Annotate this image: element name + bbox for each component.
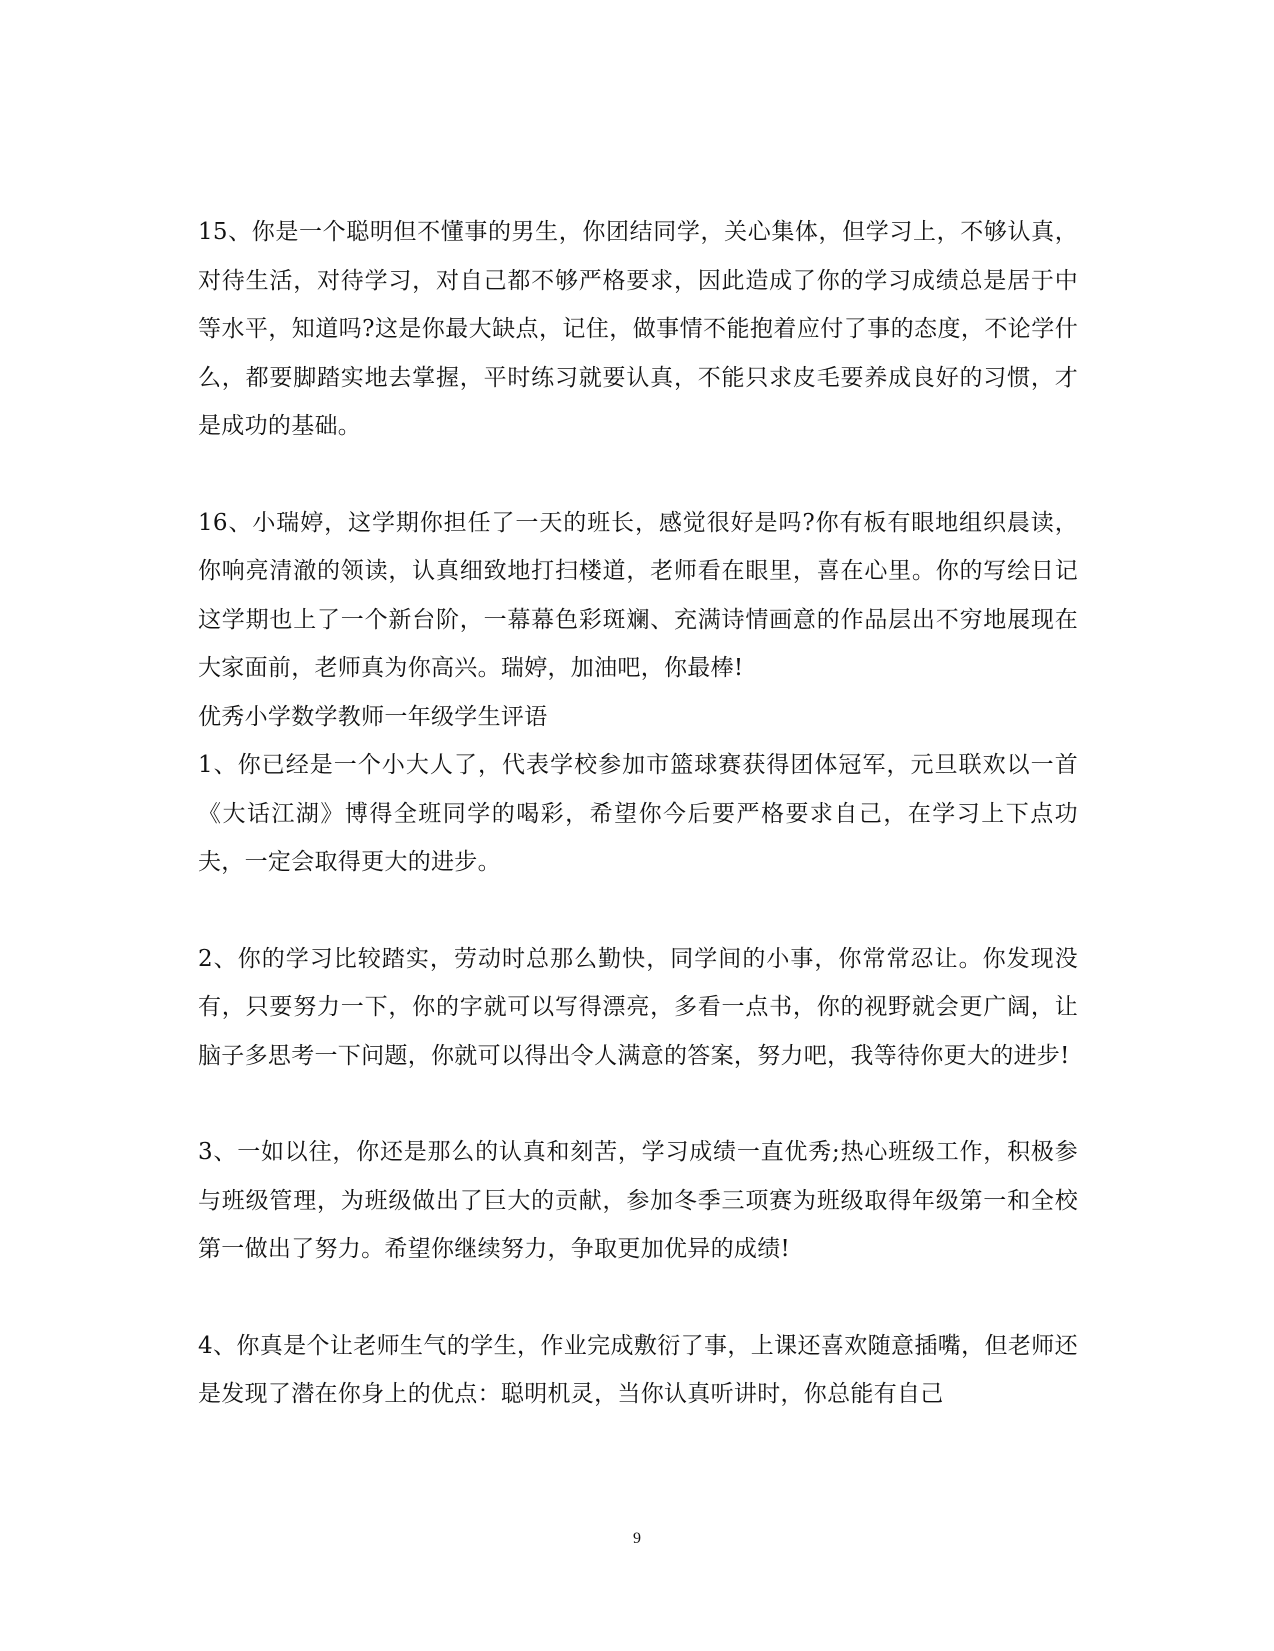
paragraph-15: 15、你是一个聪明但不懂事的男生，你团结同学，关心集体，但学习上，不够认真，对待生活，对待学习，对自己都不够严格要求，因此造成了你的学习成绩总是居于中等水平，知道吗?这是你最大缺点，记住，做事情不能抱着应付了事的态度，不论学什么，都要脚踏实地去掌握，平时练习就要认真，不能只求皮毛要养成良好的习惯，才是成功的基础。 (198, 219, 1078, 439)
paragraph-4: 4、你真是个让老师生气的学生，作业完成敷衍了事，上课还喜欢随意插嘴，但老师还是发现了潜在你身上的优点：聪明机灵，当你认真听讲时，你总能有自己 (198, 1332, 1078, 1407)
paragraph-2: 2、你的学习比较踏实，劳动时总那么勤快，同学间的小事，你常常忍让。你发现没有，只要努力一下，你的字就可以写得漂亮，多看一点书，你的视野就会更广阔，让脑子多思考一下问题，你就可以得出令人满意的答案，努力吧，我等待你更大的进步! (198, 945, 1078, 1069)
paragraph-16: 16、小瑞婷，这学期你担任了一天的班长，感觉很好是吗?你有板有眼地组织晨读，你响亮清澈的领读，认真细致地打扫楼道，老师看在眼里，喜在心里。你的写绘日记这学期也上了一个新台阶，一幕幕色彩斑斓、充满诗情画意的作品层出不穷地展现在大家面前，老师真为你高兴。瑞婷，加油吧，你最棒! (198, 509, 1078, 681)
page-number: 9 (633, 1530, 641, 1547)
section-heading: 优秀小学数学教师一年级学生评语 (198, 703, 548, 730)
paragraph-1: 1、你已经是一个小大人了，代表学校参加市篮球赛获得团体冠军，元旦联欢以一首《大话江湖》博得全班同学的喝彩，希望你今后要严格要求自己，在学习上下点功夫，一定会取得更大的进步。 (198, 752, 1078, 875)
paragraph-3: 3、一如以往，你还是那么的认真和刻苦，学习成绩一直优秀;热心班级工作，积极参与班级管理，为班级做出了巨大的贡献，参加冬季三项赛为班级取得年级第一和全校第一做出了努力。希望你继续努力，争取更加优异的成绩! (198, 1139, 1078, 1262)
page-content (198, 208, 1078, 1419)
